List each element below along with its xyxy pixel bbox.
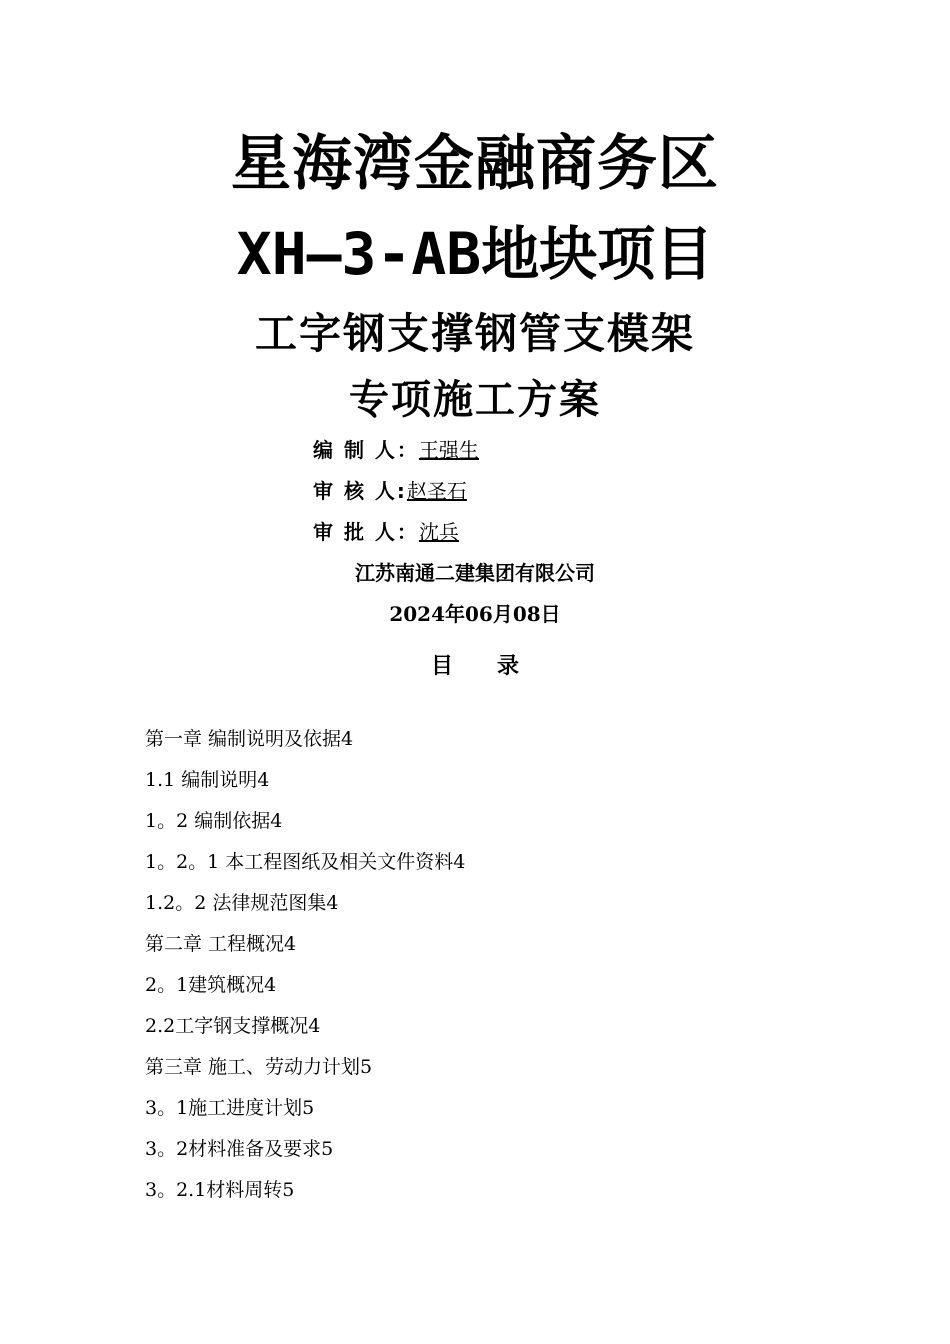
toc-heading-left: 目 bbox=[430, 654, 453, 679]
signature-name: 王强生 bbox=[418, 438, 479, 462]
table-of-contents bbox=[145, 719, 465, 1211]
toc-item[interactable]: 2.2工字钢支撑概况4 bbox=[145, 1015, 321, 1037]
toc-item[interactable]: 第二章 工程概况4 bbox=[145, 933, 297, 955]
signature-label: 编 制 人： bbox=[313, 438, 419, 462]
company-name: 江苏南通二建集团有限公司 bbox=[355, 561, 595, 585]
toc-item[interactable]: 1.2。2 法律规范图集4 bbox=[145, 892, 339, 914]
toc-item[interactable]: 2。1建筑概况4 bbox=[145, 974, 277, 996]
toc-item[interactable]: 3。2.1材料周转5 bbox=[145, 1179, 295, 1201]
toc-item[interactable]: 1.1 编制说明4 bbox=[145, 769, 270, 791]
document-title-line2: 专项施工方案 bbox=[349, 377, 601, 423]
toc-heading-right: 录 bbox=[497, 654, 520, 679]
project-title-line1: 星海湾金融商务区 bbox=[231, 129, 719, 199]
toc-item[interactable]: 1。2 编制依据4 bbox=[145, 810, 283, 832]
toc-item[interactable]: 3。1施工进度计划5 bbox=[145, 1097, 315, 1119]
toc-item[interactable]: 3。2材料准备及要求5 bbox=[145, 1138, 334, 1160]
document-date: 2024年06月08日 bbox=[389, 602, 561, 626]
signature-name: 赵圣石 bbox=[406, 479, 467, 503]
signature-compiler bbox=[313, 437, 479, 463]
project-title-line2: XH—3-AB地块项目 bbox=[236, 220, 714, 288]
signature-name: 沈兵 bbox=[418, 520, 459, 544]
toc-item[interactable]: 第三章 施工、劳动力计划5 bbox=[145, 1056, 373, 1078]
signature-reviewer bbox=[313, 478, 467, 504]
toc-item[interactable]: 第一章 编制说明及依据4 bbox=[145, 728, 354, 750]
toc-heading bbox=[0, 652, 950, 682]
signature-label: 审 批 人： bbox=[313, 520, 419, 544]
toc-item[interactable]: 1。2。1 本工程图纸及相关文件资料4 bbox=[145, 851, 466, 873]
signature-approver bbox=[313, 519, 459, 545]
signature-label: 审 核 人: bbox=[313, 479, 407, 503]
document-title-line1: 工字钢支撑钢管支模架 bbox=[254, 309, 695, 358]
